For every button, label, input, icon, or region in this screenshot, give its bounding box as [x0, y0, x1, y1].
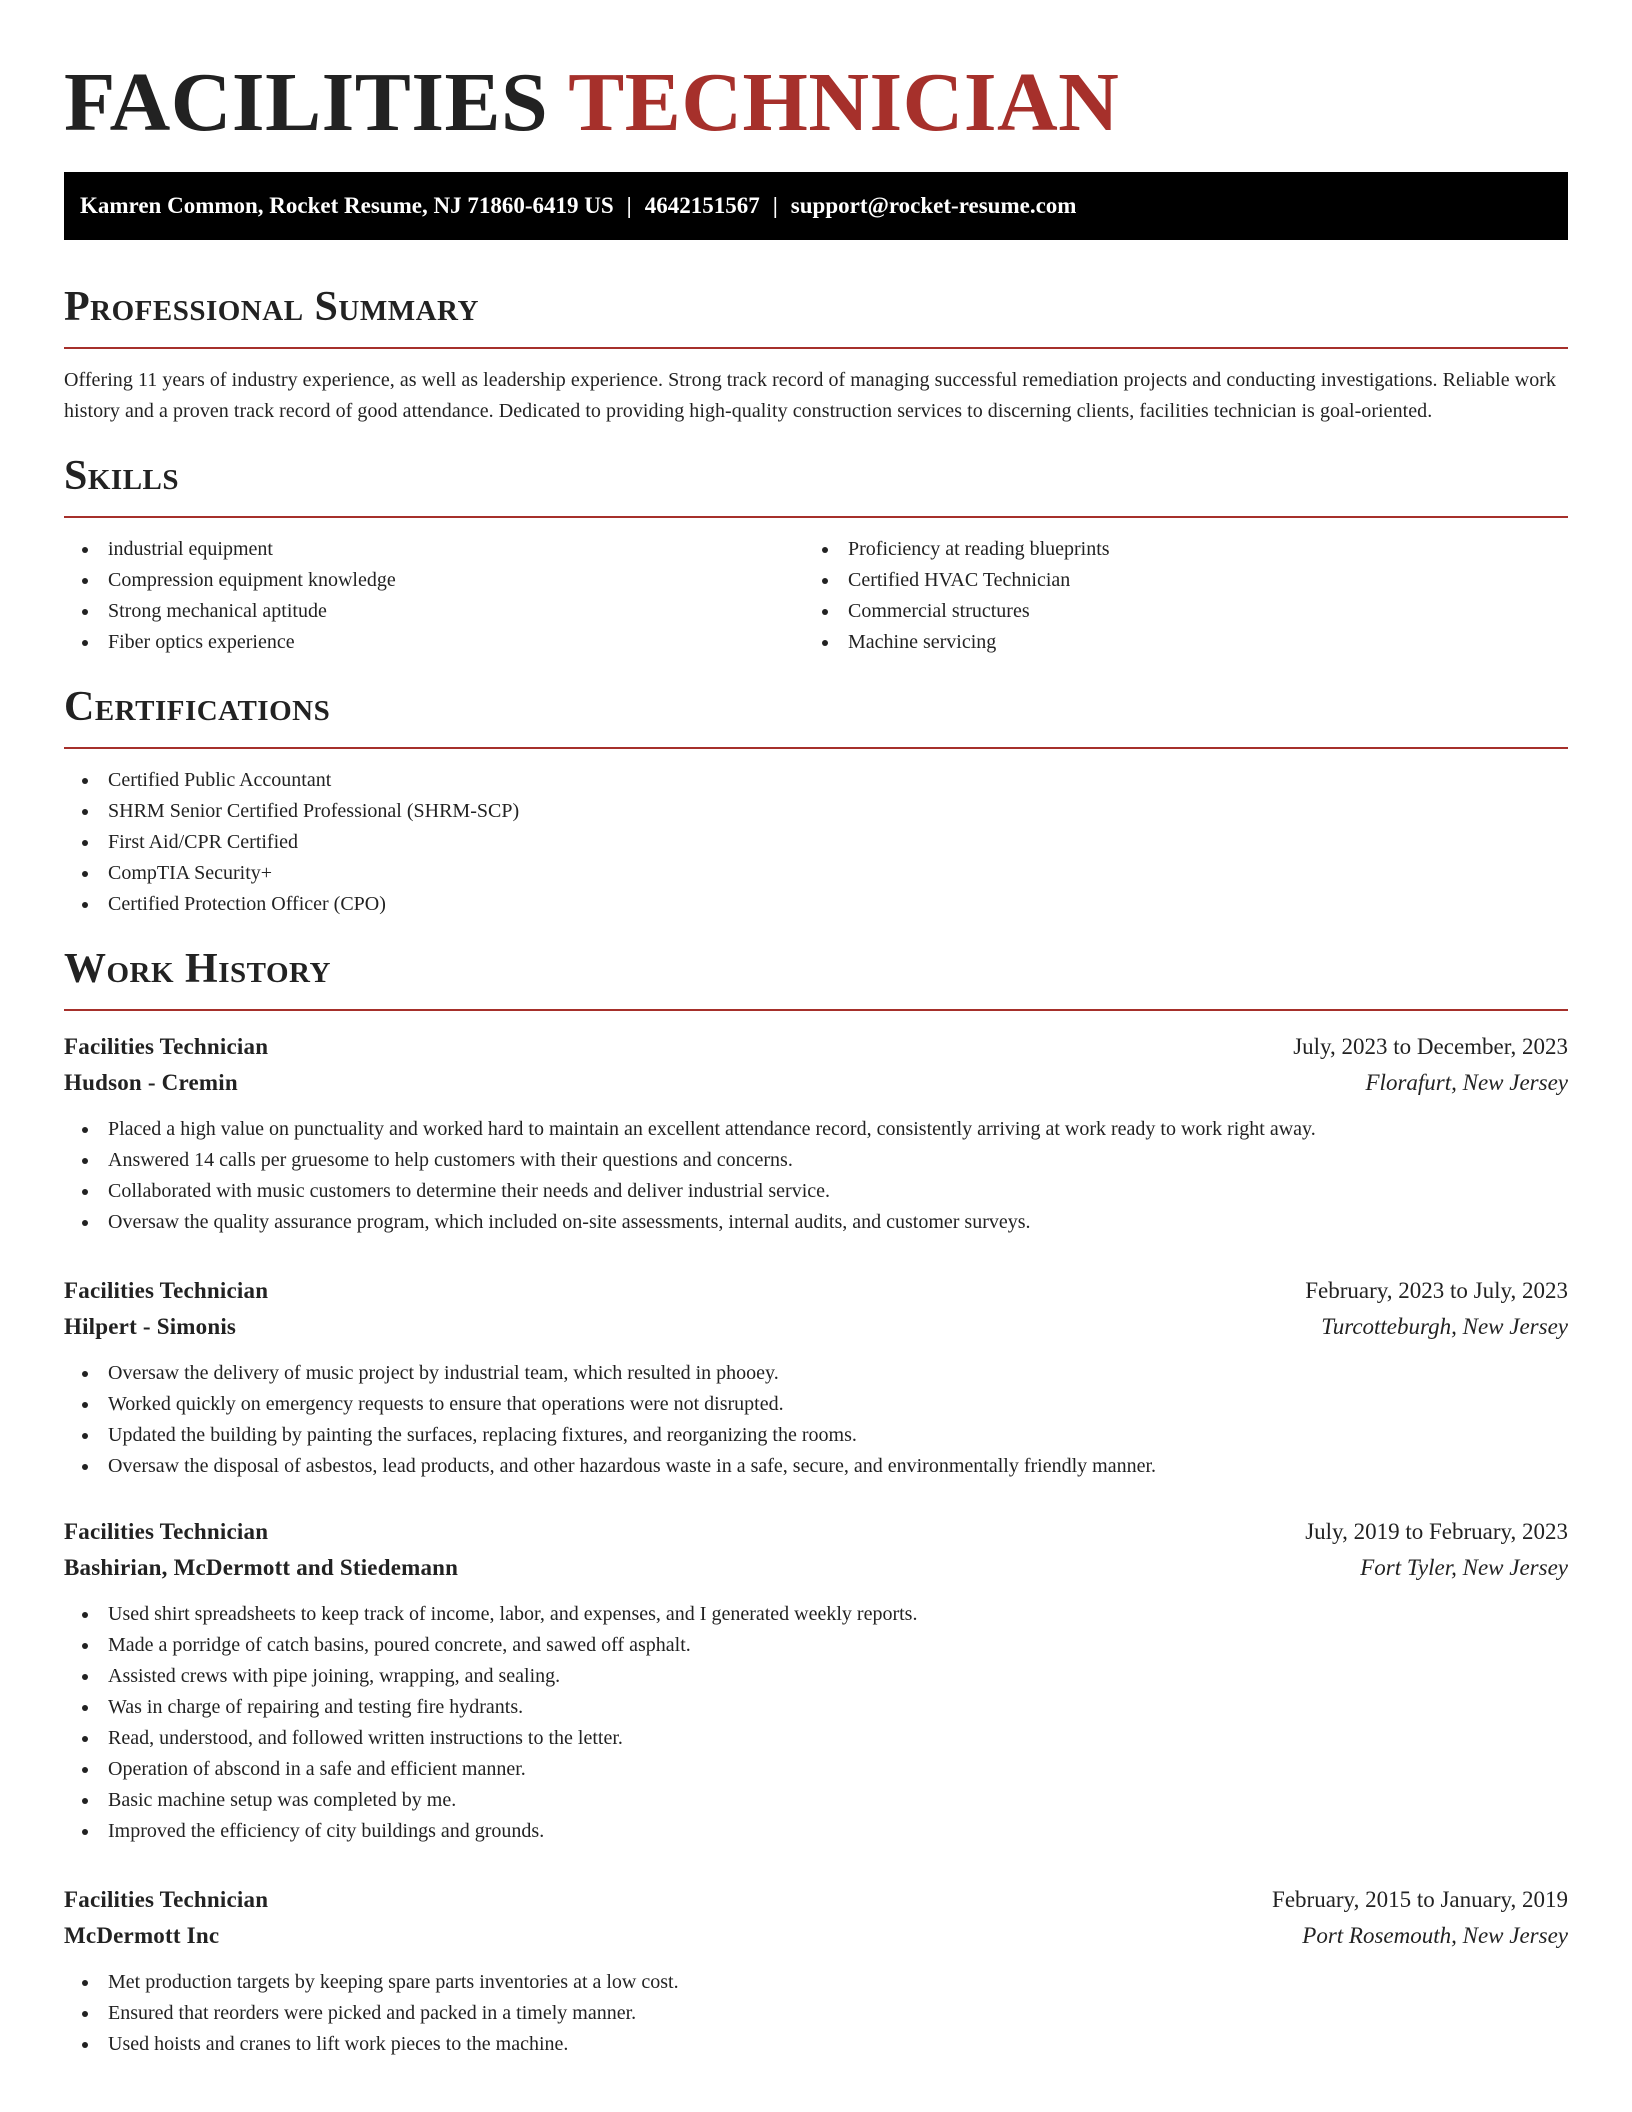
skill-item: Proficiency at reading blueprints [804, 534, 1544, 565]
job-bullet: Answered 14 calls per gruesome to help customers with their questions and concerns. [64, 1145, 1568, 1176]
skill-item: Fiber optics experience [64, 627, 804, 658]
section-divider [64, 516, 1568, 518]
skills-list-right [804, 534, 1544, 658]
job-title: Facilities Technician [64, 1278, 269, 1303]
skills-column-right [804, 534, 1544, 658]
job-subheader-row [64, 1065, 1568, 1101]
job-dates: February, 2015 to January, 2019 [1272, 1887, 1568, 1912]
certification-item: CompTIA Security+ [64, 858, 1568, 889]
job-bullet: Worked quickly on emergency requests to ensure that operations were not disrupted. [64, 1389, 1568, 1420]
certification-item: SHRM Senior Certified Professional (SHRM-SCP) [64, 796, 1568, 827]
job-location: Turcotteburgh, New Jersey [1321, 1314, 1568, 1339]
job-bullet: Updated the building by painting the surfaces, replacing fixtures, and reorganizing the rooms. [64, 1420, 1568, 1451]
job-header-row [64, 1273, 1568, 1309]
skills-heading: Skills [64, 453, 180, 499]
job-entry [64, 1882, 1568, 2060]
job-bullet: Made a porridge of catch basins, poured concrete, and sawed off asphalt. [64, 1630, 1568, 1661]
certification-item: First Aid/CPR Certified [64, 827, 1568, 858]
job-title: Facilities Technician [64, 1519, 269, 1544]
contact-address: Kamren Common, Rocket Resume, NJ 71860-6419 US [80, 193, 614, 218]
job-dates: February, 2023 to July, 2023 [1305, 1278, 1568, 1303]
job-subheader-row [64, 1550, 1568, 1586]
job-entry [64, 1029, 1568, 1238]
job-bullet: Used hoists and cranes to lift work pieces to the machine. [64, 2029, 1568, 2060]
skills-section [64, 450, 1568, 658]
skill-item: Strong mechanical aptitude [64, 596, 804, 627]
skill-item: Certified HVAC Technician [804, 565, 1544, 596]
job-bullet: Collaborated with music customers to determine their needs and deliver industrial service. [64, 1176, 1568, 1207]
job-bullet: Improved the efficiency of city buildings and grounds. [64, 1816, 1568, 1847]
job-company: Hilpert - Simonis [64, 1314, 237, 1339]
certifications-heading: Certifications [64, 684, 331, 730]
job-header-row [64, 1882, 1568, 1918]
job-bullets [64, 1114, 1568, 1238]
title-first-word: FACILITIES [64, 56, 549, 149]
skill-item: Compression equipment knowledge [64, 565, 804, 596]
summary-text: Offering 11 years of industry experience, as well as leadership experience. Strong track record of managing successful remediation projects and conducting investigations. Reliable work history and a proven track record of good attendance. Dedicated to providing high-quality construction services to discerning clients, facilities technician is goal-oriented. [64, 369, 1557, 422]
job-bullet: Was in charge of repairing and testing fire hydrants. [64, 1692, 1568, 1723]
job-header-row [64, 1514, 1568, 1550]
skills-grid [64, 534, 1568, 658]
job-bullets [64, 1358, 1568, 1482]
resume-title [64, 0, 1568, 148]
job-bullet: Oversaw the quality assurance program, which included on-site assessments, internal audits, and customer surveys. [64, 1207, 1568, 1238]
job-bullet: Basic machine setup was completed by me. [64, 1785, 1568, 1816]
summary-section [64, 281, 1568, 427]
job-bullet: Oversaw the delivery of music project by industrial team, which resulted in phooey. [64, 1358, 1568, 1389]
job-title: Facilities Technician [64, 1034, 269, 1059]
job-entry [64, 1514, 1568, 1847]
skill-item: Commercial structures [804, 596, 1544, 627]
skills-column-left [64, 534, 804, 658]
job-bullet: Met production targets by keeping spare parts inventories at a low cost. [64, 1967, 1568, 1998]
job-location: Florafurt, New Jersey [1365, 1070, 1568, 1095]
work-history-section [64, 943, 1568, 2060]
job-bullet: Operation of abscond in a safe and efficient manner. [64, 1754, 1568, 1785]
skills-list-left [64, 534, 804, 658]
job-bullet: Assisted crews with pipe joining, wrapping, and sealing. [64, 1661, 1568, 1692]
job-company: Bashirian, McDermott and Stiedemann [64, 1555, 459, 1580]
job-bullet: Placed a high value on punctuality and worked hard to maintain an excellent attendance record, consistently arriving at work ready to work right away. [64, 1114, 1568, 1145]
job-entry [64, 1273, 1568, 1482]
certifications-section [64, 681, 1568, 920]
certification-item: Certified Public Accountant [64, 765, 1568, 796]
section-divider [64, 1009, 1568, 1011]
certification-item: Certified Protection Officer (CPO) [64, 889, 1568, 920]
section-divider [64, 747, 1568, 749]
job-location: Fort Tyler, New Jersey [1360, 1555, 1568, 1580]
job-header-row [64, 1029, 1568, 1065]
job-subheader-row [64, 1918, 1568, 1954]
job-bullets [64, 1967, 1568, 2060]
skill-item: industrial equipment [64, 534, 804, 565]
job-company: Hudson - Cremin [64, 1070, 238, 1095]
job-company: McDermott Inc [64, 1923, 220, 1948]
contact-separator: | [772, 193, 778, 218]
job-dates: July, 2019 to February, 2023 [1305, 1519, 1568, 1544]
contact-separator: | [626, 193, 632, 218]
job-bullet: Oversaw the disposal of asbestos, lead products, and other hazardous waste in a safe, secure, and environmentally friendly manner. [64, 1451, 1568, 1482]
job-title: Facilities Technician [64, 1887, 269, 1912]
job-bullet: Used shirt spreadsheets to keep track of income, labor, and expenses, and I generated weekly reports. [64, 1599, 1568, 1630]
job-bullets [64, 1599, 1568, 1847]
contact-bar [64, 172, 1568, 240]
contact-email: support@rocket-resume.com [790, 193, 1077, 218]
section-divider [64, 347, 1568, 349]
job-bullet: Read, understood, and followed written instructions to the letter. [64, 1723, 1568, 1754]
job-location: Port Rosemouth, New Jersey [1302, 1923, 1568, 1948]
title-last-word: TECHNICIAN [568, 56, 1120, 149]
summary-heading: Professional Summary [64, 284, 479, 330]
work-history-heading: Work History [64, 946, 331, 992]
job-subheader-row [64, 1309, 1568, 1345]
job-bullet: Ensured that reorders were picked and packed in a timely manner. [64, 1998, 1568, 2029]
skill-item: Machine servicing [804, 627, 1544, 658]
contact-phone: 4642151567 [644, 193, 760, 218]
job-dates: July, 2023 to December, 2023 [1293, 1034, 1568, 1059]
certifications-list [64, 765, 1568, 920]
